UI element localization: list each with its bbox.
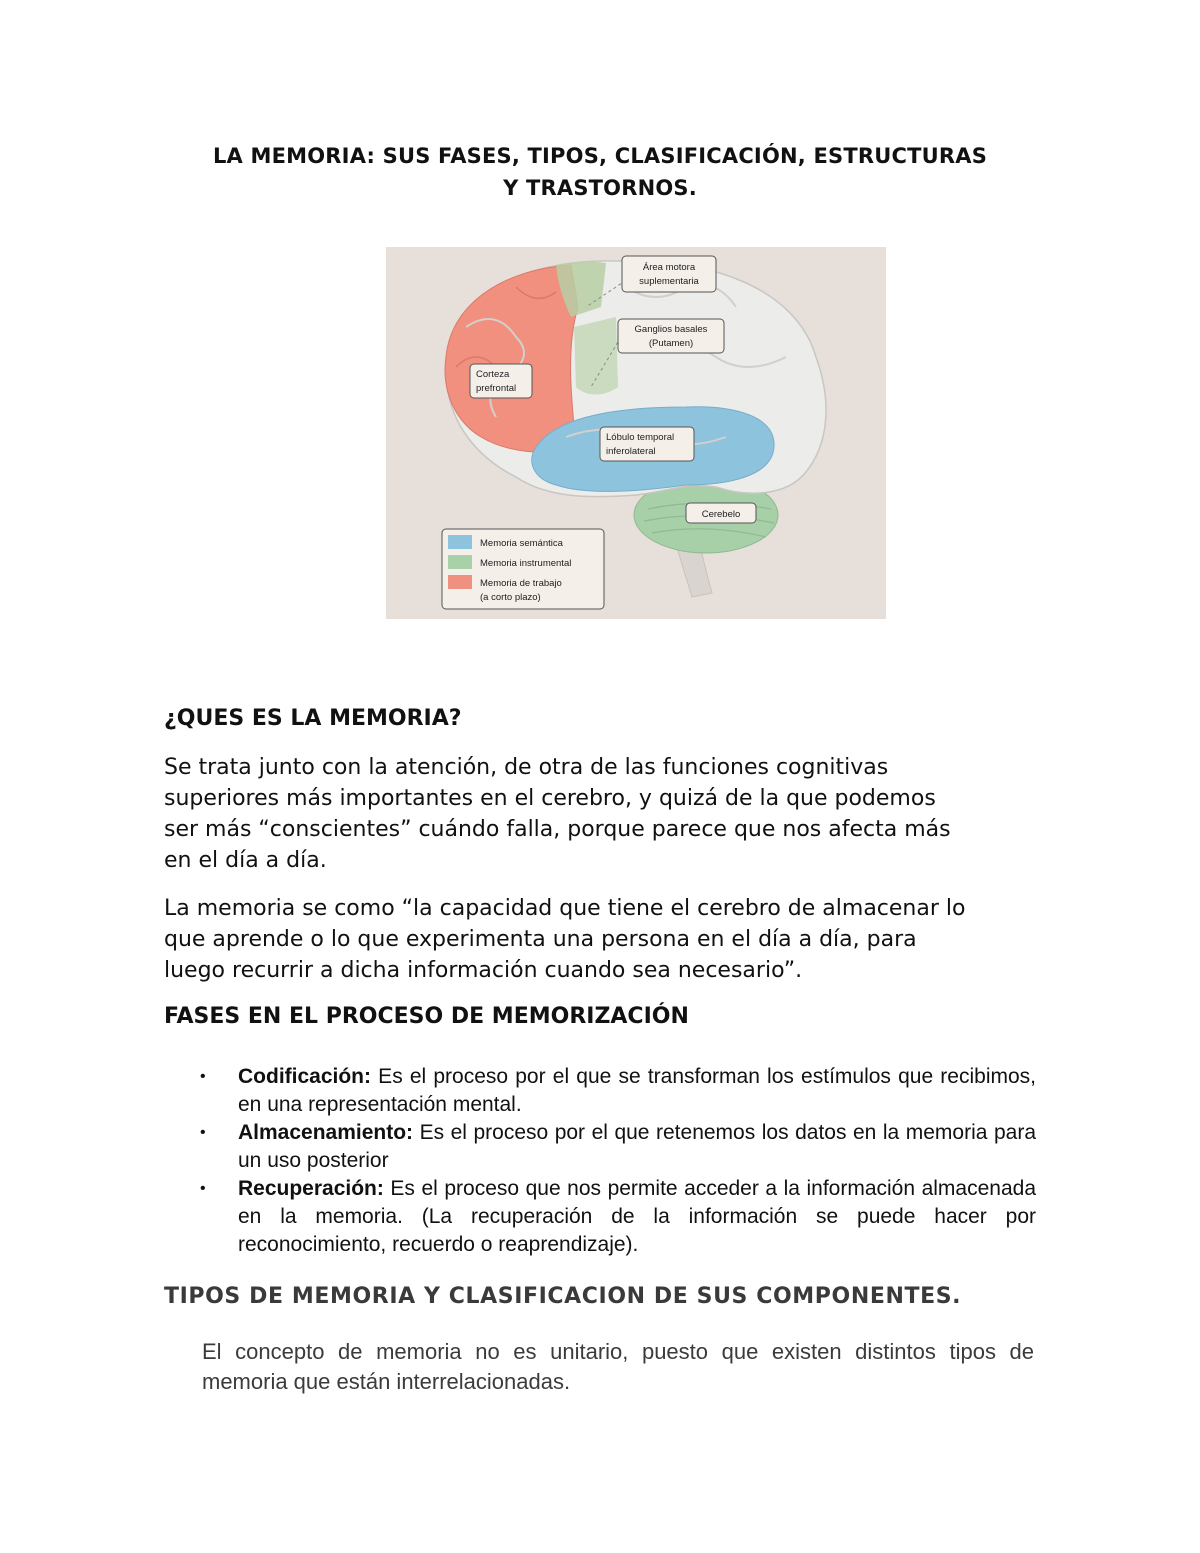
- legend-swatch-semantica: [448, 535, 472, 549]
- list-text: Es el proceso que nos permite acceder a la información almacenada en la memoria. (La recuperación de la información se puede hacer por reconocimiento, recuerdo o reaprendizaje).: [238, 1177, 1036, 1256]
- text-line: superiores más importantes en el cerebro, y quizá de la que podemos: [164, 786, 936, 811]
- list-text: Es el proceso por el que se transforman los estímulos que recibimos, en una representación mental.: [238, 1065, 1036, 1116]
- list-item: [200, 1063, 1036, 1119]
- list-term: Recuperación:: [238, 1177, 384, 1200]
- section-heading-tipos: TIPOS DE MEMORIA Y CLASIFICACION DE SUS COMPONENTES.: [164, 1284, 962, 1309]
- list-text: Es el proceso por el que retenemos los datos en la memoria para un uso posterior: [238, 1121, 1036, 1172]
- legend-label: Memoria instrumental: [480, 558, 572, 569]
- text-line: luego recurrir a dicha información cuando sea necesario”.: [164, 958, 803, 983]
- label-text: inferolateral: [606, 446, 656, 457]
- bullet-icon: •: [200, 1180, 206, 1197]
- paragraph-definicion: [164, 752, 1044, 876]
- brain-illustration: [386, 247, 886, 619]
- document-title: [160, 140, 1040, 204]
- label-ganglios-basales: [618, 319, 724, 353]
- label-text: Cerebelo: [701, 509, 741, 520]
- label-text: (Putamen): [648, 338, 694, 349]
- basal-ganglia-shape: [574, 317, 618, 395]
- bullet-icon: •: [200, 1124, 206, 1141]
- label-text: Corteza: [476, 369, 510, 380]
- legend-swatch-trabajo: [448, 575, 472, 589]
- legend-label: Memoria de trabajo: [480, 578, 562, 589]
- list-term: Almacenamiento:: [238, 1121, 414, 1144]
- legend-label: Memoria semántica: [480, 538, 563, 549]
- figure-legend: [442, 529, 604, 609]
- legend-label: (a corto plazo): [480, 592, 541, 603]
- list-item: [200, 1119, 1036, 1175]
- label-text: prefrontal: [476, 383, 517, 394]
- bullet-icon: •: [200, 1068, 206, 1085]
- brain-figure: [386, 247, 886, 619]
- title-line-1: LA MEMORIA: SUS FASES, TIPOS, CLASIFICACIÓN, ESTRUCTURAS: [212, 144, 988, 168]
- text-line: en el día a día.: [164, 848, 327, 873]
- label-text: Lóbulo temporal: [606, 432, 675, 443]
- text-line: ser más “conscientes” cuándo falla, porque parece que nos afecta más: [164, 817, 951, 842]
- text-line: La memoria se como “la capacidad que tiene el cerebro de almacenar lo: [164, 896, 966, 921]
- label-text: Área motora: [642, 262, 696, 273]
- label-text: Ganglios basales: [634, 324, 708, 335]
- label-cerebelo: [686, 503, 756, 523]
- text-line: Se trata junto con la atención, de otra de las funciones cognitivas: [164, 755, 889, 780]
- list-term: Codificación:: [238, 1065, 372, 1088]
- text-line: que aprende o lo que experimenta una persona en el día a día, para: [164, 927, 917, 952]
- paragraph-concepto: El concepto de memoria no es unitario, puesto que existen distintos tipos de memoria que están interrelacionadas.: [202, 1339, 1034, 1394]
- label-text: suplementaria: [639, 276, 699, 287]
- paragraph-capacidad: [164, 893, 1044, 986]
- list-item: [200, 1175, 1036, 1259]
- section-heading-fases: FASES EN EL PROCESO DE MEMORIZACIÓN: [164, 1004, 689, 1029]
- label-corteza-prefrontal: [470, 364, 532, 398]
- fases-list: [200, 1063, 1036, 1259]
- legend-swatch-instrumental: [448, 555, 472, 569]
- title-line-2: Y TRASTORNOS.: [503, 176, 697, 200]
- label-area-motora: [622, 256, 716, 292]
- section-heading-que-es: ¿QUES ES LA MEMORIA?: [164, 706, 462, 731]
- label-lobulo-temporal: [600, 427, 694, 461]
